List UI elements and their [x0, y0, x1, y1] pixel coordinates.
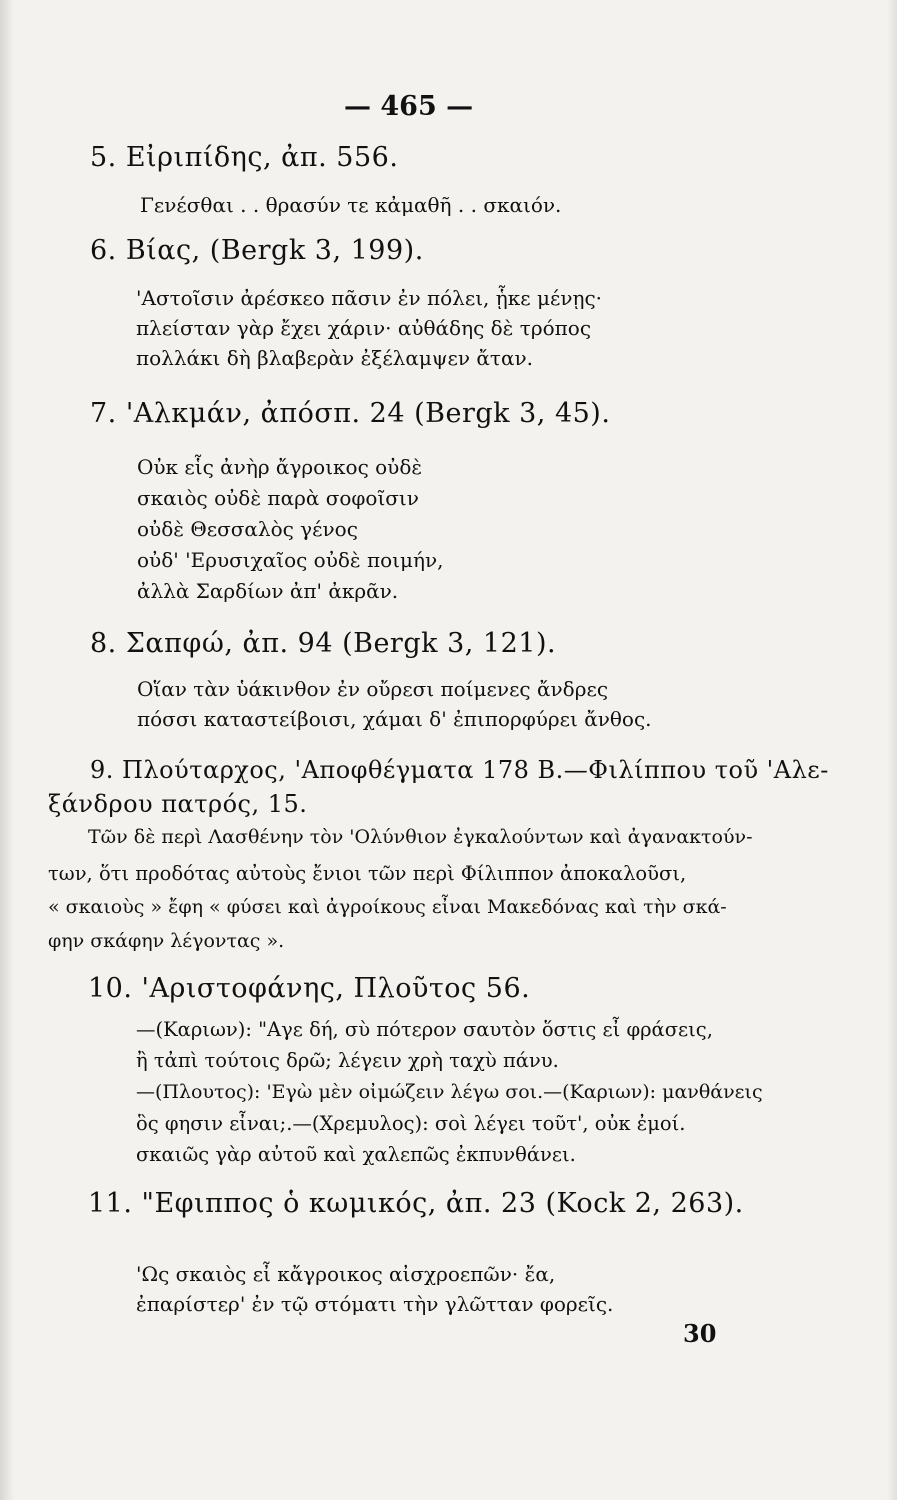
entry-8-quote-line: Οἵαν τὰν ὑάκινθον ἐν οὔρεσι ποίμενες ἄνδρες — [137, 677, 609, 701]
entry-7-heading: 7. 'Αλκμάν, ἀπόσπ. 24 (Bergk 3, 45). — [90, 398, 611, 429]
entry-6-quote-line: πολλάκι δὴ βλαβερὰν ἐξέλαμψεν ἄταν. — [136, 346, 534, 370]
entry-10-dialogue-line: ἢ τἀπὶ τούτοις δρῶ; λέγειν χρὴ ταχὺ πάνυ. — [136, 1049, 559, 1072]
entry-8-heading: 8. Σαπφώ, ἀπ. 94 (Bergk 3, 121). — [90, 628, 557, 659]
page-edge-shadow — [887, 0, 897, 1500]
entry-6-heading: 6. Βίας, (Bergk 3, 199). — [90, 235, 424, 266]
signature-mark: 30 — [683, 1319, 717, 1348]
entry-7-quote-line: ἀλλὰ Σαρδίων ἀπ' ἀκρᾶν. — [137, 579, 399, 603]
entry-9-text-line: των, ὅτι προδότας αὐτοὺς ἔνιοι τῶν περὶ Φίλιππον ἀποκαλοῦσι, — [48, 862, 687, 885]
entry-9-text-line: « σκαιοὺς » ἔφη « φύσει καὶ ἀγροίκους εἶναι Μακεδόνας καὶ τὴν σκά- — [48, 896, 727, 918]
entry-9-text-line: φην σκάφην λέγοντας ». — [48, 930, 285, 952]
entry-6-quote-line: πλείσταν γὰρ ἔχει χάριν· αὐθάδης δὲ τρόπος — [136, 316, 592, 340]
entry-10-dialogue-line: —(Πλουτος): 'Εγὼ μὲν οἰμώζειν λέγω σοι.—(Καριων): μανθάνεις — [136, 1081, 763, 1103]
entry-10-dialogue-line: —(Καριων): "Αγε δή, σὺ πότερον σαυτὸν ὅστις εἶ φράσεις, — [136, 1018, 713, 1041]
entry-7-quote-line: οὐδὲ Θεσσαλὸς γένος — [137, 517, 358, 541]
entry-9-text-line: Τῶν δὲ περὶ Λασθένην τὸν 'Ολύνθιον ἐγκαλούντων καὶ ἀγανακτούν- — [88, 826, 753, 848]
entry-7-quote-line: Οὐκ εἷς ἀνὴρ ἄγροικος οὐδὲ — [137, 455, 423, 479]
entry-7-quote-line: οὐδ' 'Ερυσιχαῖος οὐδὲ ποιμήν, — [137, 548, 444, 572]
entry-10-heading: 10. 'Αριστοφάνης, Πλοῦτος 56. — [88, 973, 531, 1004]
entry-8-quote-line: πόσσι καταστείβοισι, χάμαι δ' ἐπιπορφύρει ἄνθος. — [137, 707, 652, 731]
entry-7-quote-line: σκαιὸς οὐδὲ παρὰ σοφοῖσιν — [137, 486, 419, 510]
entry-11-quote-line: 'Ως σκαιὸς εἶ κἄγροικος αἰσχροεπῶν· ἔα, — [136, 1262, 556, 1286]
entry-9-heading: 9. Πλούταρχος, 'Αποφθέγματα 178 Β.—Φιλίππου τοῦ 'Αλε- — [90, 756, 829, 784]
entry-10-dialogue-line: ὃς φησιν εἶναι;.—(Χρεμυλος): σοὶ λέγει τοῦτ', οὐκ ἐμοί. — [136, 1112, 686, 1135]
entry-5-quote-line: Γενέσθαι . . θρασύν τε κἀμαθῆ . . σκαιόν. — [140, 193, 562, 217]
entry-9-heading-continued: ξάνδρου πατρός, 15. — [48, 790, 308, 818]
entry-11-quote-line: ἐπαρίστερ' ἐν τῷ στόματι τὴν γλῶτταν φορεῖς. — [136, 1292, 614, 1316]
entry-10-dialogue-line: σκαιῶς γὰρ αὐτοῦ καὶ χαλεπῶς ἐκπυνθάνει. — [136, 1143, 576, 1166]
page-number: — 465 — — [344, 91, 474, 122]
entry-6-quote-line: 'Αστοῖσιν ἀρέσκεο πᾶσιν ἐν πόλει, ᾗκε μένῃς· — [136, 286, 603, 310]
page-edge-shadow — [0, 0, 14, 1500]
entry-11-heading: 11. "Εφιππος ὁ κωμικός, ἀπ. 23 (Kock 2, 263). — [88, 1188, 744, 1219]
entry-5-heading: 5. Εἰριπίδης, ἀπ. 556. — [90, 142, 399, 173]
